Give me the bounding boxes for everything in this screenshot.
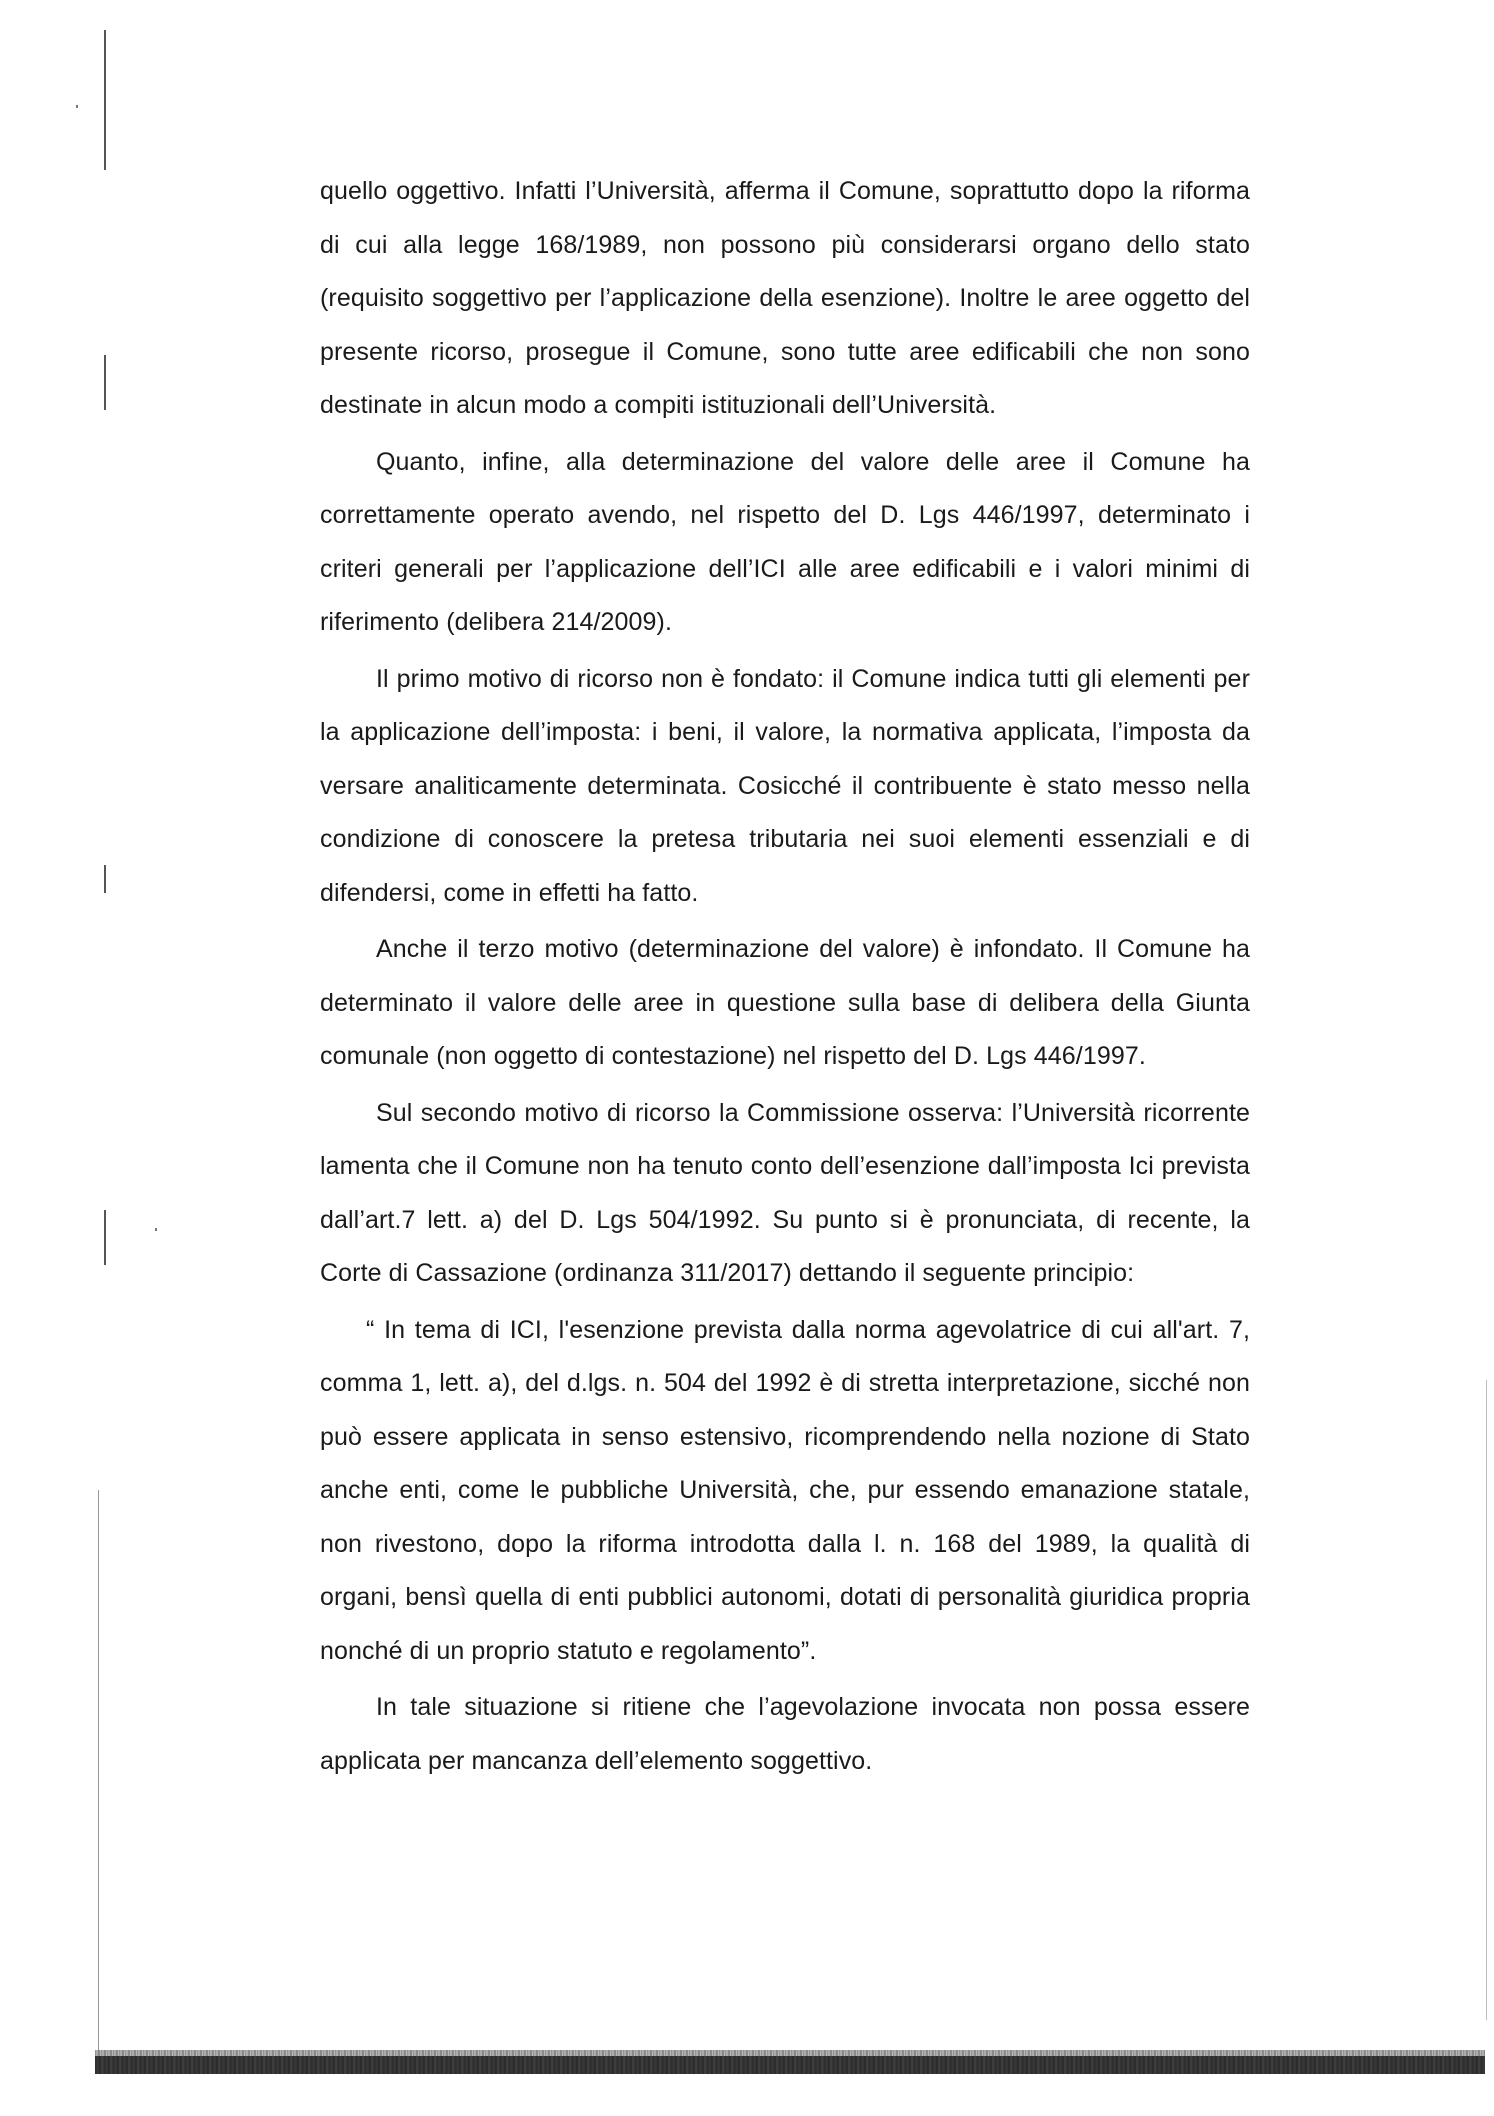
margin-mark xyxy=(98,1490,99,2050)
paragraph: Anche il terzo motivo (determinazione del valore) è infondato. Il Comune ha determinato il valore delle aree in questione sulla base di delibera della Giunta comunale (non oggetto di contestazione) nel rispetto del D. Lgs 446/1997. xyxy=(320,935,1250,1070)
paragraph: Quanto, infine, alla determinazione del valore delle aree il Comune ha correttamente operato avendo, nel rispetto del D. Lgs 446/1997, determinato i criteri generali per l’applicazione dell’ICI alle aree edificabili e i valori minimi di riferimento (delibera 214/2009). xyxy=(320,447,1250,636)
paragraph: Sul secondo motivo di ricorso la Commissione osserva: l’Università ricorrente lamenta che il Comune non ha tenuto conto dell’esenzione dall’imposta Ici prevista dall’art.7 lett. a) del D. Lgs 504/1992. Su punto si è pronunciata, di recente, la Corte di Cassazione (ordinanza 311/2017) dettando il seguente principio: xyxy=(320,1098,1250,1287)
document-body xyxy=(320,165,1250,1788)
margin-mark xyxy=(104,355,106,410)
paragraph: In tale situazione si ritiene che l’agevolazione invocata non possa essere applicata per mancanza dell’elemento soggettivo. xyxy=(320,1693,1250,1775)
quoted-principle: “ In tema di ICI, l'esenzione prevista dalla norma agevolatrice di cui all'art. 7, comma 1, lett. a), del d.lgs. n. 504 del 1992 è di stretta interpretazione, sicché non può essere applicata in senso estensivo, ricomprendendo nella nozione di Stato anche enti, come le pubbliche Università, che, pur essendo emanazione statale, non rivestono, dopo la riforma introdotta dalla l. n. 168 del 1989, la qualità di organi, bensì quella di enti pubblici autonomi, dotati di personalità giuridica propria nonché di un proprio statuto e regolamento”. xyxy=(320,1315,1250,1665)
margin-mark xyxy=(104,1210,106,1265)
margin-mark xyxy=(104,865,106,893)
paragraph: quello oggettivo. Infatti l’Università, afferma il Comune, soprattutto dopo la riforma di cui alla legge 168/1989, non possono più considerarsi organo dello stato (requisito soggettivo per l’applicazione della esenzione). Inoltre le aree oggetto del presente ricorso, prosegue il Comune, sono tutte aree edificabili che non sono destinate in alcun modo a compiti istituzionali dell’Università. xyxy=(320,177,1250,419)
page-edge xyxy=(1486,1380,1487,2020)
margin-mark xyxy=(76,105,78,108)
paragraph: Il primo motivo di ricorso non è fondato: il Comune indica tutti gli elementi per la applicazione dell’imposta: i beni, il valore, la normativa applicata, l’imposta da versare analiticamente determinata. Cosicché il contribuente è stato messo nella condizione di conoscere la pretesa tributaria nei suoi elementi essenziali e di difendersi, come in effetti ha fatto. xyxy=(320,664,1250,907)
scan-border xyxy=(95,2056,1485,2074)
margin-mark xyxy=(104,30,106,170)
margin-mark xyxy=(155,1228,157,1231)
